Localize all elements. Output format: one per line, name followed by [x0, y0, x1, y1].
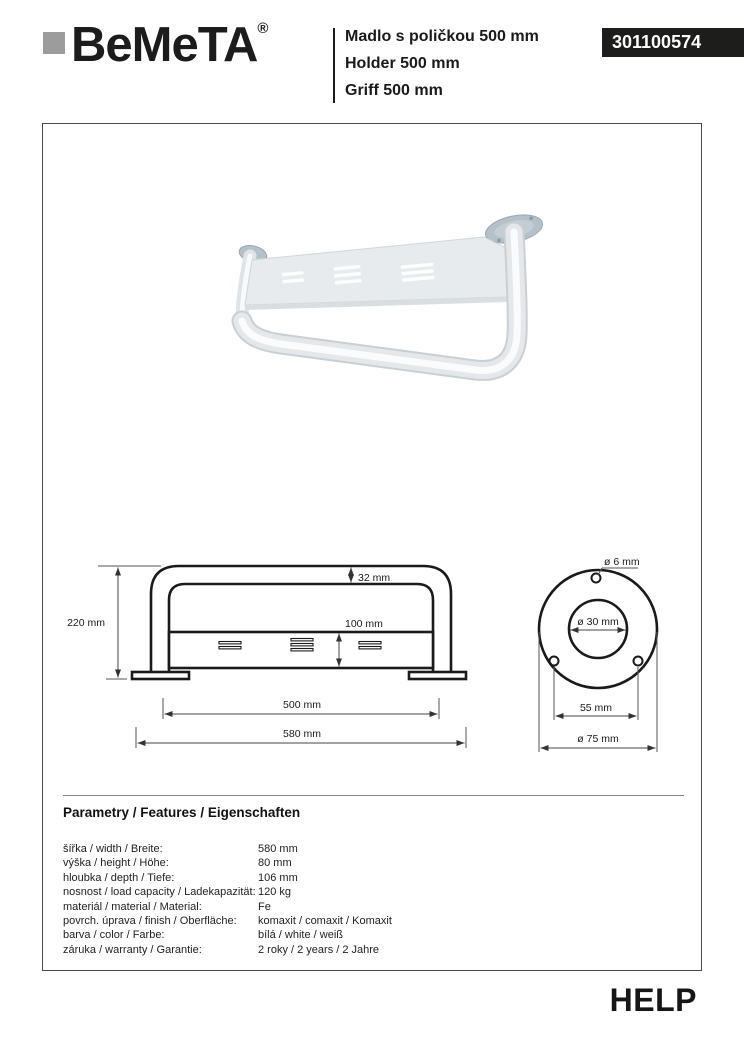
parameter-row [63, 856, 678, 870]
parameter-row [63, 943, 678, 957]
dim-label-outer-diameter: ø 75 mm [577, 733, 619, 745]
parameter-label: hloubka / depth / Tiefe: [63, 871, 175, 884]
parameter-value: Fe [258, 900, 271, 913]
dim-label-total-width: 580 mm [283, 728, 321, 740]
product-code: 301100574 [612, 32, 702, 52]
parameter-row [63, 871, 678, 885]
parameter-value: 580 mm [258, 843, 298, 855]
product-photo [43, 124, 703, 424]
parameters-table [63, 842, 678, 957]
product-title-cs: Madlo s poličkou 500 mm [345, 28, 539, 45]
parameter-row [63, 914, 678, 928]
parameter-value: bílá / white / weiß [258, 929, 343, 942]
dim-label-inner-width: 500 mm [283, 699, 321, 711]
parameter-value: 80 mm [258, 857, 292, 870]
parameter-label: nosnost / load capacity / Ladekapazität: [63, 886, 256, 899]
parameter-label: barva / color / Farbe: [63, 929, 165, 942]
logo-square [43, 32, 65, 54]
parameter-value: 106 mm [258, 871, 298, 884]
parameter-label: povrch. úprava / finish / Oberfläche: [63, 915, 237, 928]
right-foot [409, 672, 466, 679]
parameter-label: materiál / material / Material: [63, 900, 202, 913]
brand-logo [71, 18, 269, 72]
help-label: HELP [609, 982, 697, 1018]
parameter-row [63, 842, 678, 856]
dim-label-tube: 32 mm [358, 572, 391, 584]
dim-label-hole-spacing: 55 mm [579, 702, 613, 714]
parameter-row [63, 885, 678, 899]
front-view-drawing [67, 566, 466, 748]
product-title-de: Griff 500 mm [345, 82, 443, 99]
technical-drawing [43, 541, 703, 781]
shelf-slots-right [400, 263, 434, 282]
section-divider [63, 795, 684, 796]
shelf-slots-middle [333, 265, 361, 285]
dim-label-height: 220 mm [67, 617, 105, 629]
parameter-value: 120 kg [258, 886, 292, 899]
left-foot [132, 672, 189, 679]
product-titles [345, 23, 539, 104]
shelf [245, 237, 508, 310]
parameter-label: záruka / warranty / Garantie: [63, 943, 202, 956]
dim-label-shelf: 100 mm [345, 618, 383, 630]
registered-trademark-icon: ® [257, 20, 269, 37]
parameter-value: komaxit / comaxit / Komaxit [258, 915, 392, 928]
dim-label-screw-hole: ø 6 mm [604, 556, 640, 568]
brand-logo-text: BeMeTA [71, 18, 258, 72]
parameters-heading: Parametry / Features / Eigenschaften [63, 805, 301, 820]
parameter-row [63, 928, 678, 942]
parameter-label: šířka / width / Breite: [63, 843, 163, 855]
flange-view-drawing [539, 556, 657, 752]
dim-label-inner-diameter: ø 30 mm [577, 616, 619, 628]
parameter-value: 2 roky / 2 years / 2 Jahre [258, 943, 380, 956]
header-divider [333, 28, 335, 103]
content-box [42, 123, 702, 971]
product-title-en: Holder 500 mm [345, 55, 460, 72]
product-code-badge [602, 28, 744, 57]
parameter-label: výška / height / Höhe: [63, 857, 169, 870]
parameter-row [63, 900, 678, 914]
